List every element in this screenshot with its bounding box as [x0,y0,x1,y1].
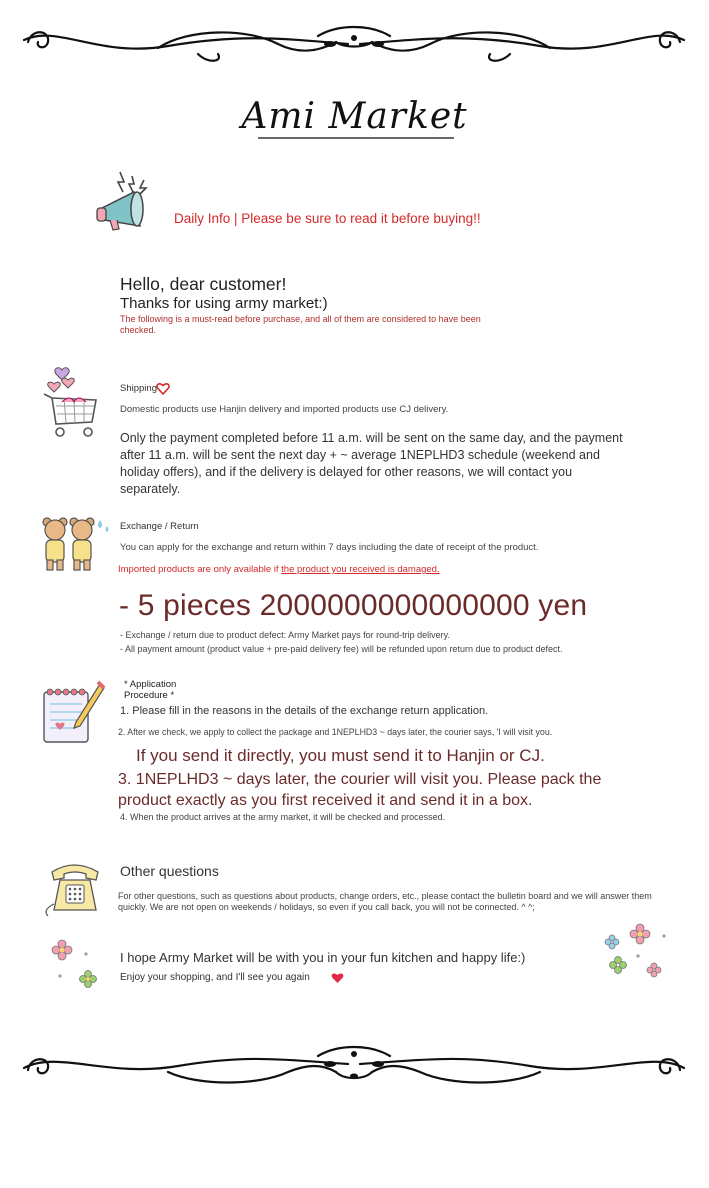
page-title: Ami Market [241,96,468,137]
telephone-icon [42,858,108,920]
megaphone-icon [94,168,156,240]
exchange-defect-line: - Exchange / return due to product defect: Army Market pays for round-trip delivery. [120,630,450,640]
bottom-flourish-ornament [18,1042,690,1092]
notepad-pencil-icon [40,680,106,746]
shipping-heading: Shipping [120,383,157,394]
shipping-line-2: Only the payment completed before 11 a.m. will be sent on the same day, and the payment after 11 a.m. will be sent the next day + ~ average 1NEPLHD3 schedule (weekend and holiday offers), and if the delivery is delayed for other reasons, we will contact you separately. [120,431,623,496]
exchange-refund-line: - All payment amount (product value + pre-paid delivery fee) will be refunded upon return due to product defect. [120,644,563,654]
send-directly-note: If you send it directly, you must send it to Hanjin or CJ. [136,746,545,765]
heart-outline-icon [156,382,170,395]
flowers-left-decoration [48,938,104,990]
bears-icon [40,516,112,574]
procedure-heading: * Application Procedure * [124,679,177,701]
imported-products-note: Imported products are only available if the product you received is damaged. [118,564,440,575]
daily-info-banner: Daily Info | Please be sure to read it before buying!! [174,211,481,226]
procedure-step-1: 1. Please fill in the reasons in the details of the exchange return application. [120,705,489,717]
price-big-text: - 5 pieces 2000000000000000 yen [119,589,588,622]
title-underline [256,134,456,142]
exchange-heading: Exchange / Return [120,521,199,532]
top-flourish-ornament [18,18,690,68]
exchange-line-1: You can apply for the exchange and return within 7 days including the date of receipt of the product. [120,542,539,553]
greeting-note: The following is a must-read before purchase, and all of them are considered to have been checked. [120,314,481,335]
procedure-step-3: 3. 1NEPLHD3 ~ days later, the courier will visit you. Please pack the product exactly as you first received it and send it in a box. [118,771,602,809]
other-questions-text: For other questions, such as questions about products, change orders, etc., please contact the bulletin board and we will answer them quickly. We are not open on weekends / holidays, so even if you call back, you will not be connected. ^ ^; [118,891,652,912]
procedure-step-4: 4. When the product arrives at the army market, it will be checked and processed. [120,812,446,822]
procedure-step-2: 2. After we check, we apply to collect the package and 1NEPLHD3 ~ days later, the courier says, 'I will visit you. [118,727,553,737]
closing-line-1: I hope Army Market will be with you in your fun kitchen and happy life:) [120,950,526,965]
greeting-thanks: Thanks for using army market:) [120,295,328,312]
other-questions-heading: Other questions [120,863,219,879]
flowers-right-decoration [602,920,672,980]
shopping-cart-hearts-icon [40,362,102,442]
heart-icon [331,972,344,984]
damaged-condition-text: the product you received is damaged. [281,564,440,575]
closing-line-2: Enjoy your shopping, and I'll see you again [120,972,310,983]
greeting-hello: Hello, dear customer! [120,274,287,294]
shipping-line-1: Domestic products use Hanjin delivery and imported products use CJ delivery. [120,404,449,415]
